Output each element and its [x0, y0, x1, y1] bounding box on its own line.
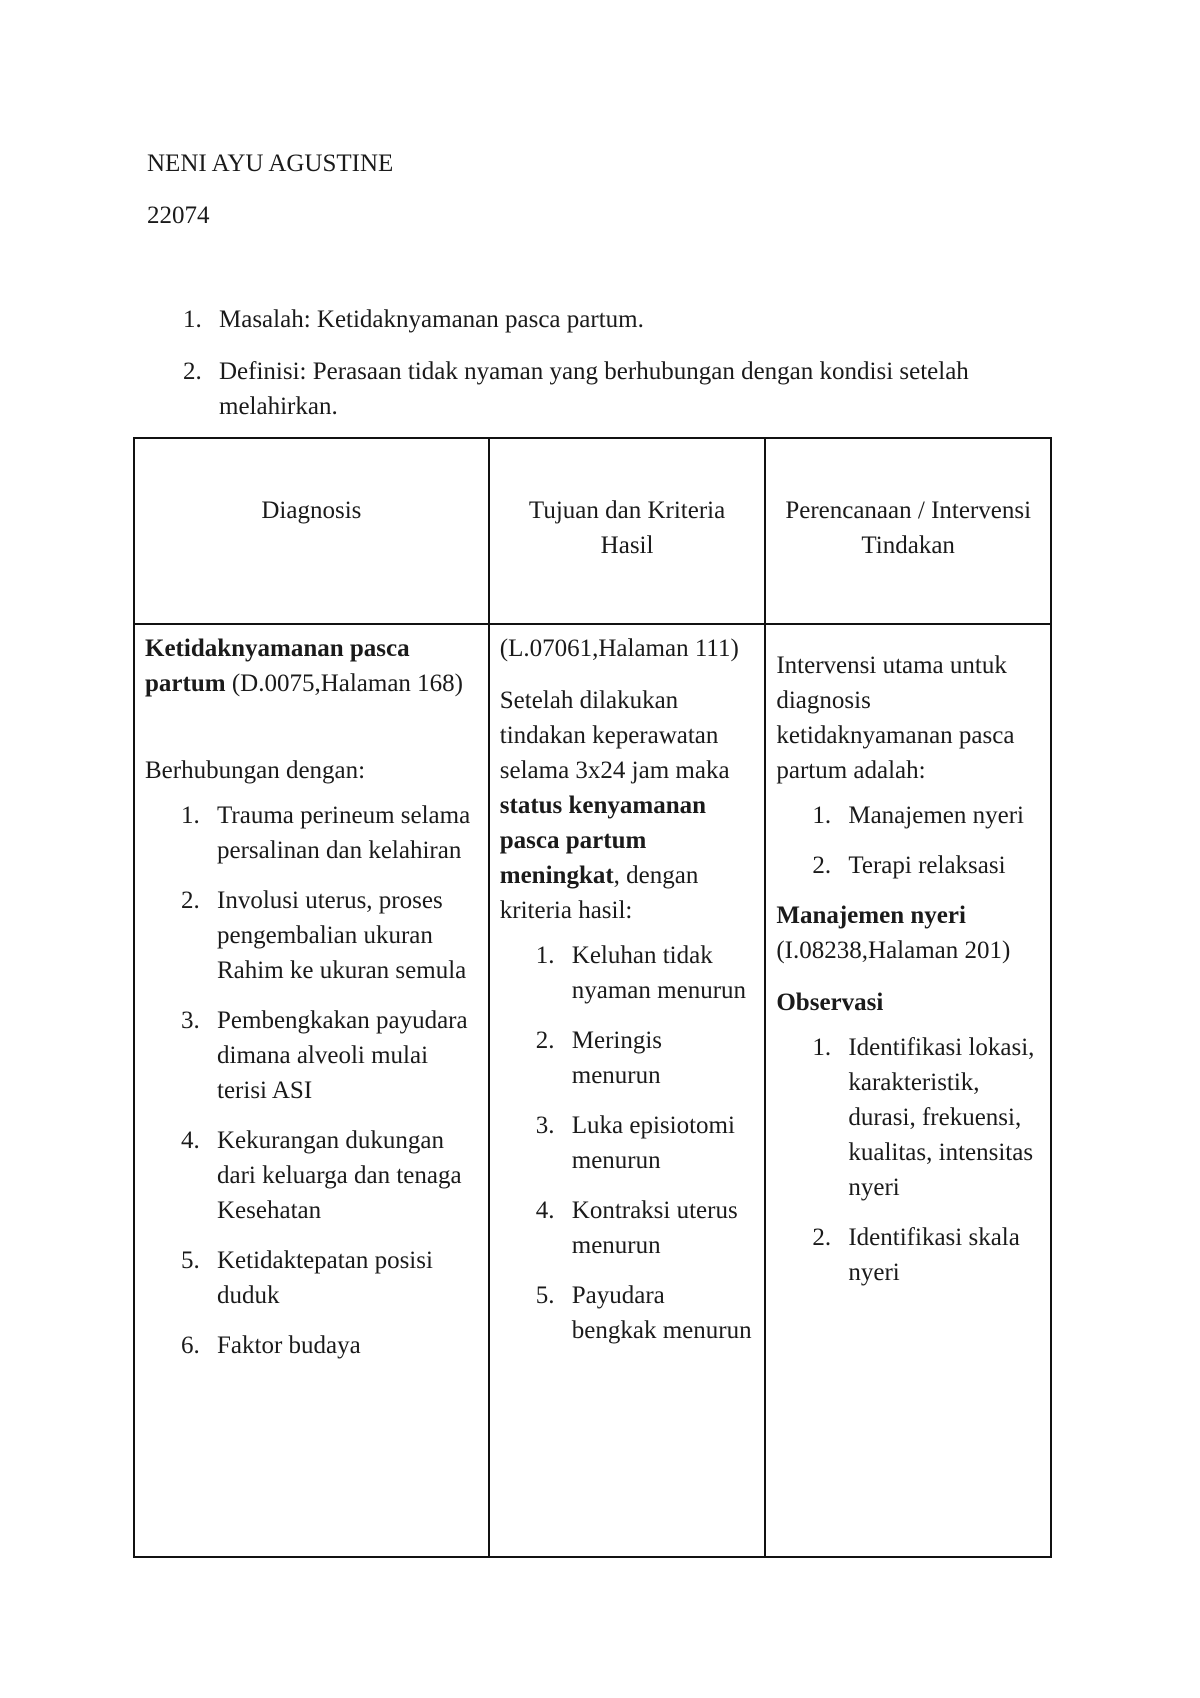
list-text: Luka episiotomi menurun: [571, 1112, 735, 1174]
pain-management-ref: (I.08238,Halaman 201): [776, 937, 1011, 964]
list-item: [776, 1030, 1040, 1205]
list-text: Involusi uterus, proses pengembalian ukuran Rahim ke ukuran semula: [217, 887, 467, 984]
goals-intro-text: Setelah dilakukan tindakan keperawatan selama 3x24 jam maka: [499, 687, 730, 784]
list-item: [500, 938, 755, 1008]
list-number: 2.: [183, 358, 202, 385]
list-item: [145, 1123, 478, 1228]
main-interventions-list: [776, 798, 1040, 883]
observation-list: [776, 1030, 1040, 1290]
table-row: [134, 624, 1051, 1557]
header-goals: Tujuan dan Kriteria Hasil: [489, 438, 766, 624]
list-item: [147, 354, 1047, 424]
list-number: 1.: [183, 306, 202, 333]
list-number: 2.: [812, 1224, 832, 1251]
pain-management-heading: [776, 898, 1040, 933]
list-item: [145, 798, 478, 868]
list-item: [145, 1328, 478, 1363]
list-text: Identifikasi lokasi, karakteristik, durasi, frekuensi, kualitas, intensitas nyeri: [848, 1034, 1035, 1201]
author-name: NENI AYU AGUSTINE: [147, 150, 394, 177]
list-number: 3.: [535, 1112, 555, 1139]
diagnosis-ref: (D.0075,Halaman 168): [225, 670, 464, 697]
list-text: Ketidaktepatan posisi duduk: [217, 1247, 433, 1309]
list-number: 3.: [181, 1007, 200, 1034]
goals-ref: (L.07061,Halaman 111): [499, 635, 739, 662]
interventions-intro: Intervensi utama untuk diagnosis ketidaknyamanan pasca partum adalah:: [776, 652, 1015, 784]
goals-intro: [500, 683, 755, 928]
criteria-list: [500, 938, 755, 1348]
list-item: [500, 1193, 755, 1263]
list-number: 1.: [181, 802, 200, 829]
list-text: Meringis menurun: [571, 1027, 663, 1089]
problem-text: Masalah: Ketidaknyamanan pasca partum.: [219, 306, 644, 333]
list-number: 4.: [181, 1127, 200, 1154]
list-text: Pembengkakan payudara dimana alveoli mulai terisi ASI: [217, 1007, 468, 1104]
list-item: [776, 848, 1040, 883]
list-number: 1.: [812, 1034, 832, 1061]
goals-intro-tail: , dengan kriteria hasil:: [499, 862, 699, 924]
list-number: 2.: [812, 852, 832, 879]
diagnosis-name: Ketidaknyamanan pasca partum: [145, 635, 410, 697]
list-number: 1.: [535, 942, 555, 969]
list-item: [147, 302, 1047, 337]
list-number: 2.: [535, 1027, 555, 1054]
list-item: [145, 883, 478, 988]
list-number: 2.: [181, 887, 200, 914]
goals-cell: [489, 624, 766, 1557]
list-number: 1.: [812, 802, 832, 829]
list-text: Manajemen nyeri: [848, 802, 1024, 829]
list-item: [500, 1108, 755, 1178]
header-diagnosis: Diagnosis: [134, 438, 489, 624]
list-item: [500, 1278, 755, 1348]
list-item: [145, 1003, 478, 1108]
list-number: 5.: [535, 1282, 555, 1309]
interventions-cell: [765, 624, 1051, 1557]
observation-heading: Observasi: [776, 989, 884, 1016]
list-number: 4.: [535, 1197, 555, 1224]
intro-list: [147, 302, 1047, 441]
related-factors-list: [145, 798, 478, 1363]
care-plan-table: [133, 437, 1052, 1558]
goals-intro-bold: status kenyamanan pasca partum meningkat: [499, 792, 707, 889]
list-text: Trauma perineum selama persalinan dan kelahiran: [217, 802, 471, 864]
list-text: Kekurangan dukungan dari keluarga dan tenaga Kesehatan: [217, 1127, 462, 1224]
header-interventions: Perencanaan / Intervensi Tindakan: [765, 438, 1051, 624]
diagnosis-title: [145, 631, 478, 701]
list-item: [145, 1243, 478, 1313]
list-item: [776, 1220, 1040, 1290]
list-item: [776, 798, 1040, 833]
list-text: Kontraksi uterus menurun: [571, 1197, 738, 1259]
list-text: Identifikasi skala nyeri: [848, 1224, 1020, 1286]
student-id: 22074: [147, 202, 210, 229]
pain-management-title: Manajemen nyeri: [776, 902, 966, 929]
diagnosis-cell: [134, 624, 489, 1557]
table-header-row: [134, 438, 1051, 624]
list-item: [500, 1023, 755, 1093]
list-text: Payudara bengkak menurun: [571, 1282, 752, 1344]
list-text: Faktor budaya: [217, 1332, 361, 1359]
list-text: Keluhan tidak nyaman menurun: [571, 942, 747, 1004]
list-number: 5.: [181, 1247, 200, 1274]
definition-text: Definisi: Perasaan tidak nyaman yang berhubungan dengan kondisi setelah melahirkan.: [219, 358, 969, 420]
related-label: Berhubungan dengan:: [145, 757, 366, 784]
list-number: 6.: [181, 1332, 200, 1359]
list-text: Terapi relaksasi: [848, 852, 1006, 879]
